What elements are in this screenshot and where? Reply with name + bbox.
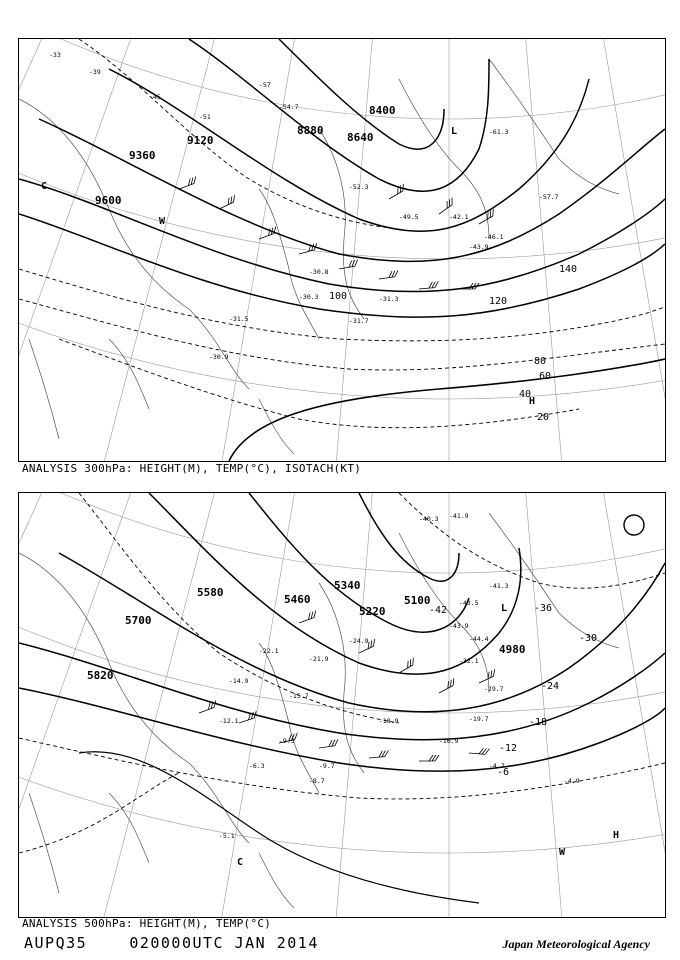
- wind-barb: [177, 177, 198, 189]
- coastline: [319, 583, 364, 773]
- system-marker-c: C: [237, 857, 244, 868]
- observation-label: -4.7: [489, 762, 505, 770]
- temperature-isotherm: [19, 738, 665, 799]
- height-contour: [109, 69, 589, 231]
- wind-barb-shaft: [297, 611, 318, 623]
- temperature-label: -30.8: [309, 268, 329, 276]
- wind-barb: [396, 658, 416, 673]
- meridian-line: [449, 493, 636, 917]
- bulletin-time: 020000UTC JAN 2014: [129, 934, 319, 952]
- observation-label: -12.1: [219, 717, 239, 725]
- observation-label: -18.9: [379, 717, 399, 725]
- wind-barb-shaft: [177, 177, 198, 189]
- temperature-isotherm: [399, 493, 665, 588]
- meridian-line: [449, 493, 665, 917]
- height-contour: [79, 752, 479, 903]
- height-label: 4980: [499, 643, 526, 656]
- temperature-isotherm: [19, 773, 179, 853]
- wind-barb-shaft: [378, 270, 399, 279]
- height-label: 9120: [187, 134, 214, 147]
- height-contour: [59, 553, 665, 712]
- observation-label: -4.9: [564, 777, 580, 785]
- observation-label: -44.4: [469, 635, 489, 643]
- coastline: [109, 339, 149, 409]
- wind-barb-shaft: [418, 281, 438, 289]
- meridian-line: [19, 39, 449, 461]
- coastline: [259, 189, 319, 339]
- wind-barb: [436, 198, 456, 214]
- height-label: 8880: [297, 124, 324, 137]
- wind-barb-shaft: [368, 750, 388, 758]
- observation-label: -41.3: [489, 582, 509, 590]
- meridian-line: [449, 493, 665, 917]
- observation-label: -15.7: [289, 692, 309, 700]
- isotherm-label: -18: [529, 717, 548, 728]
- system-marker-h: H: [529, 396, 536, 407]
- isotherm-label: -6: [497, 767, 510, 778]
- wind-barb: [419, 755, 439, 761]
- parallel-line: [19, 39, 665, 399]
- coastline: [489, 513, 619, 648]
- wind-barb: [418, 281, 438, 289]
- coastline: [29, 339, 59, 439]
- parallel-line: [19, 493, 665, 917]
- meridian-line: [449, 493, 665, 917]
- isotach-label: 120: [489, 296, 508, 307]
- temperature-label: -43.9: [469, 243, 489, 251]
- isotach-label: 100: [329, 291, 348, 302]
- temperature-label: -30.3: [299, 293, 319, 301]
- observation-label: -40.3: [419, 515, 439, 523]
- height-label: 5820: [87, 669, 114, 682]
- observation-label: -32.1: [459, 657, 479, 665]
- meridian-line: [19, 39, 449, 461]
- graticule: [19, 39, 665, 461]
- wind-barb: [216, 195, 237, 209]
- temperature-label: -31.7: [349, 317, 369, 325]
- isotach-label: 40: [519, 389, 532, 400]
- wind-barb-shaft: [318, 739, 339, 748]
- meridian-line: [449, 493, 665, 917]
- temperature-label: -61.3: [489, 128, 509, 136]
- wind-barb-shaft: [436, 678, 456, 693]
- observation-label: -43.9: [449, 622, 469, 630]
- observation-label: -16.9: [439, 737, 459, 745]
- height-label: 5460: [284, 593, 311, 606]
- temperature-label: -57.7: [539, 193, 559, 201]
- observation-label: -9.5: [279, 737, 295, 745]
- height-label: 5340: [334, 579, 361, 592]
- bulletin-id: [24, 934, 319, 952]
- wind-barb: [318, 739, 339, 748]
- isotach-contour: [229, 359, 665, 461]
- height-label: 5100: [404, 594, 431, 607]
- meridian-line: [449, 493, 665, 917]
- wind-barb: [297, 611, 318, 623]
- wind-barb-shaft: [396, 658, 416, 673]
- observation-label: -29.7: [484, 685, 504, 693]
- wind-barb-shaft: [436, 198, 456, 214]
- temperature-label: -31.5: [229, 315, 249, 323]
- temperature-label: -39: [89, 68, 101, 76]
- coastline: [259, 853, 294, 908]
- parallel-line: [19, 493, 665, 917]
- parallel-line: [19, 493, 665, 713]
- parallel-line: [19, 493, 665, 573]
- meridian-line: [19, 493, 449, 917]
- coastline: [489, 59, 619, 194]
- wind-barb-shaft: [197, 701, 218, 713]
- wind-barb-shaft: [216, 195, 237, 209]
- system-marker-c: C: [41, 181, 48, 192]
- temperature-isotherm: [79, 493, 399, 723]
- temperature-label: -45: [149, 93, 161, 101]
- parallel-line: [19, 39, 665, 119]
- system-marker-l: L: [451, 126, 458, 137]
- height-label: 8400: [369, 104, 396, 117]
- chart-panel-300hpa: [18, 38, 666, 462]
- meridian-line: [19, 493, 449, 917]
- height-contour: [19, 643, 665, 740]
- meridian-line: [77, 493, 449, 917]
- wind-barb: [469, 747, 489, 755]
- observation-label: -6.3: [249, 762, 265, 770]
- isotach-label: 60: [539, 371, 552, 382]
- temperature-label: -52.3: [349, 183, 369, 191]
- isotach-label: 140: [559, 264, 578, 275]
- coastline: [29, 793, 59, 893]
- observation-label: -8.7: [309, 777, 325, 785]
- observation-label: -9.7: [319, 762, 335, 770]
- meridian-line: [19, 39, 449, 461]
- map-300hpa: [19, 39, 665, 461]
- isotherm-label: -30: [579, 633, 598, 644]
- system-marker-w: W: [159, 216, 166, 227]
- observation-label: -19.7: [469, 715, 489, 723]
- system-marker-l: L: [501, 603, 508, 614]
- graticule: [19, 493, 665, 917]
- temperature-label: -46.1: [484, 233, 504, 241]
- isotherm-label: -24: [541, 681, 560, 692]
- height-label: 9600: [95, 194, 122, 207]
- observation-label: -22.1: [259, 647, 279, 655]
- system-marker-h: H: [613, 830, 620, 841]
- observation-label: -41.9: [449, 512, 469, 520]
- system-marker-w: W: [559, 847, 566, 858]
- meridian-line: [19, 39, 449, 461]
- wind-barb: [338, 260, 359, 269]
- closed-low-contour: [624, 515, 644, 535]
- caption-500hpa: ANALYSIS 500hPa: HEIGHT(M), TEMP(°C): [22, 917, 272, 930]
- temperature-isotherm: [19, 299, 665, 370]
- height-label: 8640: [347, 131, 374, 144]
- temperature-label: -54.7: [279, 103, 299, 111]
- temperature-isotherm: [19, 269, 665, 341]
- isotherm-label: -36: [534, 603, 553, 614]
- wind-barb-shaft: [338, 260, 359, 269]
- isotherm-label: -42: [429, 605, 448, 616]
- meridian-line: [19, 493, 449, 917]
- temperature-label: -30.9: [209, 353, 229, 361]
- bulletin-code: AUPQ35: [24, 934, 88, 952]
- coastline: [19, 99, 249, 389]
- temperature-label: -51: [199, 113, 211, 121]
- parallel-line: [19, 493, 665, 853]
- observation-label: -21.9: [309, 655, 329, 663]
- isotach-label: 80: [534, 356, 547, 367]
- temperature-label: -31.3: [379, 295, 399, 303]
- wind-barb: [378, 270, 399, 279]
- temperature-label: -49.5: [399, 213, 419, 221]
- meridian-line: [19, 493, 449, 917]
- map-500hpa: [19, 493, 665, 917]
- isotach-label: 20: [537, 412, 550, 423]
- wind-barb: [436, 678, 456, 693]
- observation-label: -43.5: [459, 599, 479, 607]
- agency-name: Japan Meteorological Agency: [502, 937, 650, 951]
- temperature-label: -42.1: [449, 213, 469, 221]
- height-label: 9360: [129, 149, 156, 162]
- height-contour: [359, 493, 459, 581]
- wind-barb-shaft: [469, 747, 489, 755]
- wind-barb: [197, 701, 218, 713]
- chart-panel-500hpa: [18, 492, 666, 918]
- meridian-line: [19, 39, 449, 461]
- meridian-line: [449, 493, 665, 917]
- temperature-label: -33: [49, 51, 61, 59]
- caption-300hpa: ANALYSIS 300hPa: HEIGHT(M), TEMP(°C), ISOTACH(KT): [22, 462, 362, 475]
- meridian-line: [19, 493, 449, 917]
- isotherm-label: -12: [499, 743, 518, 754]
- wind-barb: [368, 750, 388, 758]
- height-label: 5580: [197, 586, 224, 599]
- temperature-label: -57: [259, 81, 271, 89]
- height-label: 5220: [359, 605, 386, 618]
- wind-barb-shaft: [419, 755, 439, 761]
- observation-label: -5.1: [219, 832, 235, 840]
- observation-label: -24.9: [349, 637, 369, 645]
- observation-label: -14.9: [229, 677, 249, 685]
- height-label: 5700: [125, 614, 152, 627]
